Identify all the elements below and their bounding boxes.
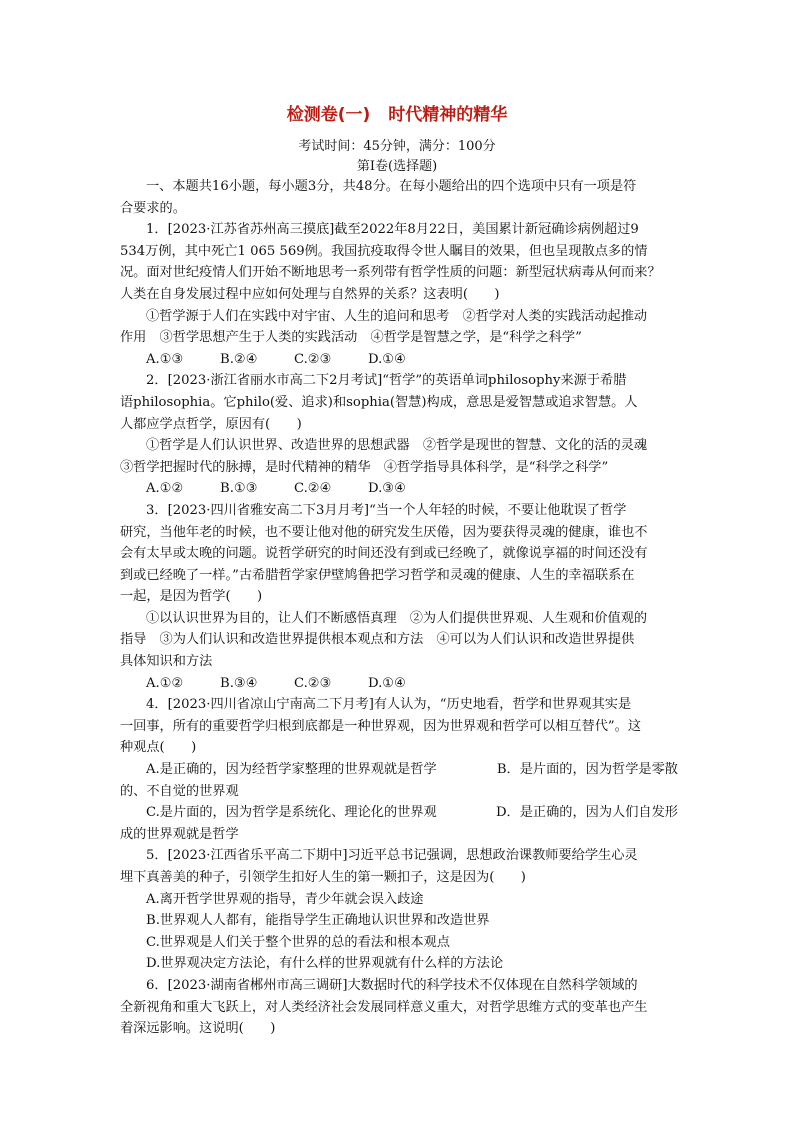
question-2-line: 语philosophia。它philo(爱、追求)和sophia(智慧)构成，意思是爱智慧或追求智慧。人: [120, 394, 638, 410]
option-b[interactable]: B.②④: [220, 351, 258, 367]
question-2-options: [120, 478, 678, 500]
option-d-continued: 成的世界观就是哲学: [120, 826, 239, 842]
instruction-line: 合要求的。: [120, 200, 186, 216]
option-a[interactable]: A.①②: [146, 481, 184, 497]
title-sub: 时代精神的精华: [388, 105, 508, 125]
question-3-line: 3．[2023·四川省雅安高二下3月月考]“当一个人年轻的时候，不要让他耽误了哲学: [146, 502, 627, 518]
question-3-line: 会有太早或太晚的问题。说哲学研究的时间还没有到或已经晚了，就像说享福的时间还没有: [120, 546, 648, 562]
option-b[interactable]: B.③④: [220, 675, 258, 691]
option-c[interactable]: C.②③: [294, 675, 332, 691]
question-4-options-row: [120, 802, 678, 824]
question-4-options-row: [120, 759, 678, 781]
question-3-line: 研究，当他年老的时候，也不要让他对他的研究发生厌倦，因为要获得灵魂的健康，谁也不: [120, 524, 648, 540]
question-1-line: 534万例，其中死亡1 065 569例。我国抗疫取得令世人瞩目的效果，但也呈现散点多的情: [120, 243, 648, 259]
option-c[interactable]: C.是片面的，因为哲学是系统化、理论化的世界观: [146, 805, 437, 821]
option-d[interactable]: D.①④: [368, 351, 406, 367]
question-3-statements: 具体知识和方法: [120, 654, 213, 670]
question-4-line: 4．[2023·四川省凉山宁南高二下月考]有人认为，“历史地看，哲学和世界观其实是: [146, 697, 632, 713]
option-d[interactable]: D.③④: [368, 481, 406, 497]
question-1-statements: ①哲学源于人们在实践中对宇宙、人生的追问和思考 ②哲学对人类的实践活动起推动: [146, 308, 648, 324]
question-3-statements: ①以认识世界为目的，让人们不断感悟真理 ②为人们提供世界观、人生观和价值观的: [146, 610, 648, 626]
page-title: [0, 103, 794, 127]
question-3-options: [120, 673, 678, 695]
option-a[interactable]: A.①③: [146, 351, 184, 367]
option-d[interactable]: D．是正确的，因为人们自发形: [495, 805, 678, 821]
question-4-line: 一回事，所有的重要哲学归根到底都是一种世界观，因为世界观和哲学可以相互替代”。这: [120, 718, 642, 734]
question-2-statements: ①哲学是人们认识世界、改造世界的思想武器 ②哲学是现世的智慧、文化的活的灵魂: [146, 438, 648, 454]
option-d[interactable]: D.①④: [368, 675, 406, 691]
question-6-line: 着深远影响。这说明( ): [120, 1021, 276, 1037]
instruction-line: 一、本题共16小题，每小题3分，共48分。在每小题给出的四个选项中只有一项是符: [146, 179, 637, 194]
question-1-statements: 作用 ③哲学思想产生于人类的实践活动 ④哲学是智慧之学，是“科学之科学”: [120, 330, 582, 346]
question-2-statements: ③哲学把握时代的脉搏，是时代精神的精华 ④哲学指导具体科学，是“科学之科学”: [120, 459, 609, 475]
option-b[interactable]: B．是片面的，因为哲学是零散: [496, 762, 678, 778]
question-1-line: 1．[2023·江苏省苏州高三摸底]截至2022年8月22日，美国累计新冠确诊病例超过9: [146, 222, 639, 238]
question-3-line: 到或已经晚了一样。”古希腊哲学家伊壁鸠鲁把学习哲学和灵魂的健康、人生的幸福联系在: [120, 567, 635, 583]
option-a[interactable]: A.①②: [146, 675, 184, 691]
option-a[interactable]: A.是正确的，因为经哲学家整理的世界观就是哲学: [146, 762, 437, 778]
question-6-line: 6．[2023·湖南省郴州市高三调研]大数据时代的科学技术不仅体现在自然科学领域的: [146, 977, 638, 993]
question-5-line: 5．[2023·江西省乐平高二下期中]习近平总书记强调，思想政治课教师要给学生心灵: [146, 848, 638, 864]
part-heading: 第Ⅰ卷(选择题): [356, 159, 438, 174]
option-b[interactable]: B.世界观人人都有，能指导学生正确地认识世界和改造世界: [146, 913, 490, 929]
question-3-line: 一起，是因为哲学( ): [120, 589, 263, 605]
question-3-statements: 指导 ③为人们认识和改造世界提供根本观点和方法 ④可以为人们认识和改造世界提供: [120, 632, 635, 648]
title-main: 检测卷(一): [286, 105, 371, 125]
question-1-options: [120, 349, 678, 371]
question-1-line: 人类在自身发展过程中应如何处理与自然界的关系？这表明( ): [120, 286, 500, 302]
option-c[interactable]: C.②④: [294, 481, 332, 497]
question-2-line: 人都应学点哲学，原因有( ): [120, 416, 302, 432]
exam-info: 考试时间：45分钟，满分：100分: [298, 139, 496, 154]
question-6-line: 全新视角和重大飞跃上，对人类经济社会发展同样意义重大，对哲学思维方式的变革也产生: [120, 999, 648, 1015]
question-4-line: 种观点( ): [120, 740, 197, 756]
option-c[interactable]: C.世界观是人们关于整个世界的总的看法和根本观点: [146, 934, 450, 950]
option-a[interactable]: A.离开哲学世界观的指导，青少年就会误入歧途: [146, 891, 424, 907]
option-c[interactable]: C.②③: [294, 351, 332, 367]
question-2-line: 2．[2023·浙江省丽水市高二下2月考试]“哲学”的英语单词philosophy来源于希腊: [146, 373, 627, 389]
option-d[interactable]: D.世界观决定方法论，有什么样的世界观就有什么样的方法论: [146, 956, 504, 972]
option-b[interactable]: B.①③: [220, 481, 258, 497]
option-b-continued: 的、不自觉的世界观: [120, 783, 239, 799]
question-5-line: 埋下真善美的种子，引领学生扣好人生的第一颗扣子，这是因为( ): [120, 870, 526, 885]
exam-body: [120, 176, 678, 1040]
question-1-line: 况。面对世纪疫情人们开始不断地思考一系列带有哲学性质的问题：新型冠状病毒从何而来？: [120, 265, 661, 281]
